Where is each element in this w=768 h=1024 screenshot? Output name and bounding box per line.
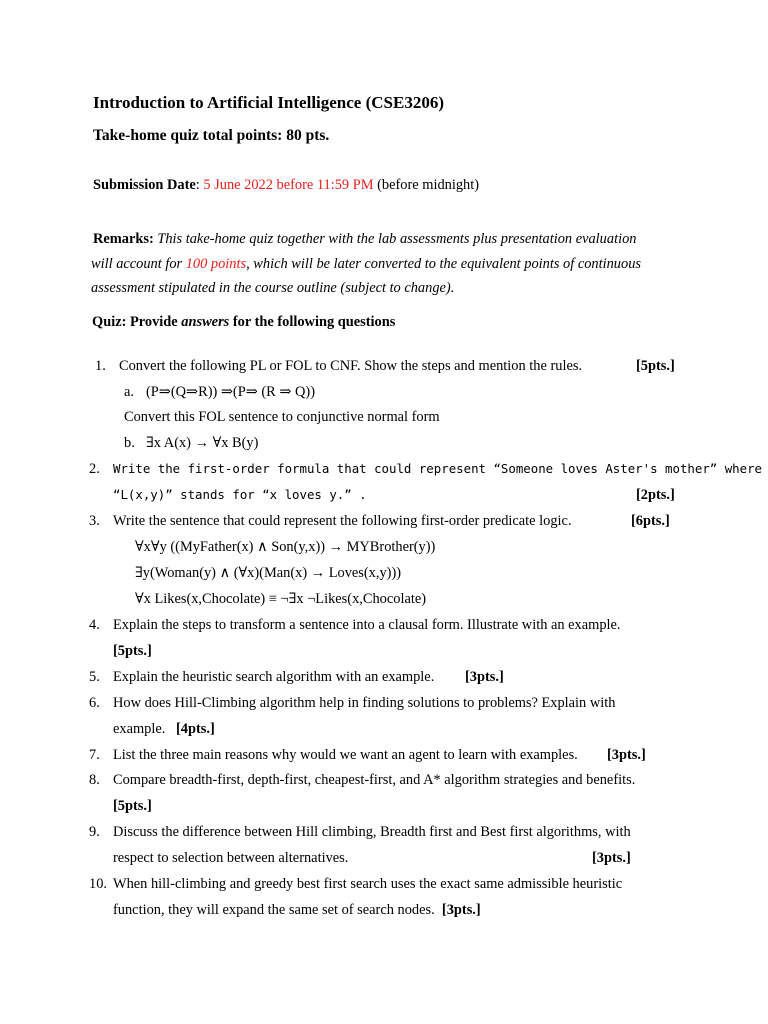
quiz-heading-c: for the following questions [229, 314, 396, 330]
question-4 [89, 616, 621, 634]
question-2-points: [2pts.] [636, 487, 675, 503]
question-3-points: [6pts.] [631, 513, 670, 529]
question-6-line-2: example. [113, 721, 166, 737]
question-number: 4. [89, 617, 100, 633]
submission-colon: : [195, 177, 204, 193]
sub-item-formula: ∃x A(x) → ∀x B(y) [146, 435, 259, 451]
submission-label: Submission Date [93, 177, 196, 193]
remarks-line-3: assessment stipulated in the course outline (subject to change). [91, 280, 455, 296]
remarks-text-2b: , which will be later converted to the equivalent points of continuous [246, 256, 641, 272]
formula-3: ∀x Likes(x,Chocolate) ≡ ¬∃x ¬Likes(x,Chocolate) [135, 591, 427, 607]
page-subtitle: Take-home quiz total points: 80 pts. [93, 127, 330, 144]
question-9 [89, 823, 631, 841]
question-number: 7. [89, 747, 100, 763]
submission-note: (before midnight) [373, 177, 480, 193]
question-3 [89, 512, 572, 530]
question-text: When hill-climbing and greedy best first search uses the exact same admissible heuristic [113, 876, 623, 892]
submission-date-line [93, 176, 479, 194]
question-text: How does Hill-Climbing algorithm help in finding solutions to problems? Explain with [113, 695, 616, 711]
sub-item-formula: (P⇒(Q⇒R)) ⇒(P⇒ (R ⇒ Q)) [146, 384, 316, 400]
question-text: Convert the following PL or FOL to CNF. Show the steps and mention the rules. [119, 358, 583, 374]
question-text: Write the sentence that could represent the following first-order predicate logic. [113, 513, 572, 529]
question-9-line-2: respect to selection between alternatives. [113, 850, 349, 866]
question-number: 2. [89, 461, 100, 477]
question-7 [89, 746, 578, 764]
formula-2: ∃y(Woman(y) ∧ (∀x)(Man(x) → Loves(x,y))) [135, 565, 402, 581]
question-1-note: Convert this FOL sentence to conjunctive normal form [124, 409, 440, 425]
question-2 [89, 460, 762, 478]
question-1b [124, 434, 258, 452]
question-text: Write the first-order formula that could represent “Someone loves Aster's mother” where [113, 461, 763, 476]
question-number: 3. [89, 513, 100, 529]
remarks-label: Remarks: [93, 231, 154, 247]
question-4-points: [5pts.] [113, 643, 152, 659]
remarks-line-1 [93, 230, 636, 248]
question-1-points: [5pts.] [636, 358, 675, 374]
question-10 [89, 875, 622, 893]
quiz-heading-answers: answers [181, 314, 230, 330]
question-9-points: [3pts.] [592, 850, 631, 866]
question-number: 6. [89, 695, 100, 711]
question-8-points: [5pts.] [113, 798, 152, 814]
question-10-points: [3pts.] [441, 902, 481, 918]
question-7-points: [3pts.] [607, 747, 646, 763]
remarks-line-2 [91, 255, 641, 273]
question-2-line-2: “L(x,y)” stands for “x loves y.” . [113, 487, 367, 502]
question-8 [89, 771, 635, 789]
question-text: Compare breadth-first, depth-first, cheapest-first, and A* algorithm strategies and benefits. [113, 772, 636, 788]
question-number: 5. [89, 669, 100, 685]
question-5 [89, 668, 434, 686]
question-1 [95, 357, 582, 375]
question-text: function, they will expand the same set of search nodes. [113, 902, 435, 918]
question-6-points: [4pts.] [176, 721, 215, 737]
remarks-text-1: This take-home quiz together with the lab assessments plus presentation evaluation [153, 231, 637, 247]
question-1a [124, 383, 315, 401]
submission-date: 5 June 2022 before 11:59 PM [203, 177, 374, 193]
question-10-line-2 [113, 901, 481, 919]
page-title: Introduction to Artificial Intelligence (CSE3206) [93, 93, 444, 112]
quiz-heading [92, 313, 395, 331]
question-number: 10. [89, 876, 107, 892]
remarks-highlight: 100 points [185, 256, 247, 272]
question-number: 8. [89, 772, 100, 788]
question-text: Discuss the difference between Hill climbing, Breadth first and Best first algorithms, with [113, 824, 631, 840]
question-6 [89, 694, 615, 712]
question-5-points: [3pts.] [465, 669, 504, 685]
sub-item-label: a. [124, 384, 134, 400]
question-text: Explain the heuristic search algorithm with an example. [113, 669, 435, 685]
formula-1: ∀x∀y ((MyFather(x) ∧ Son(y,x)) → MYBrother(y)) [135, 539, 436, 555]
sub-item-label: b. [124, 435, 135, 451]
question-text: Explain the steps to transform a sentence into a clausal form. Illustrate with an example. [113, 617, 621, 633]
question-number: 1. [95, 358, 106, 374]
question-number: 9. [89, 824, 100, 840]
quiz-heading-a: Quiz: Provide [92, 314, 182, 330]
question-text: List the three main reasons why would we want an agent to learn with examples. [113, 747, 578, 763]
remarks-text-2a: will account for [91, 256, 186, 272]
